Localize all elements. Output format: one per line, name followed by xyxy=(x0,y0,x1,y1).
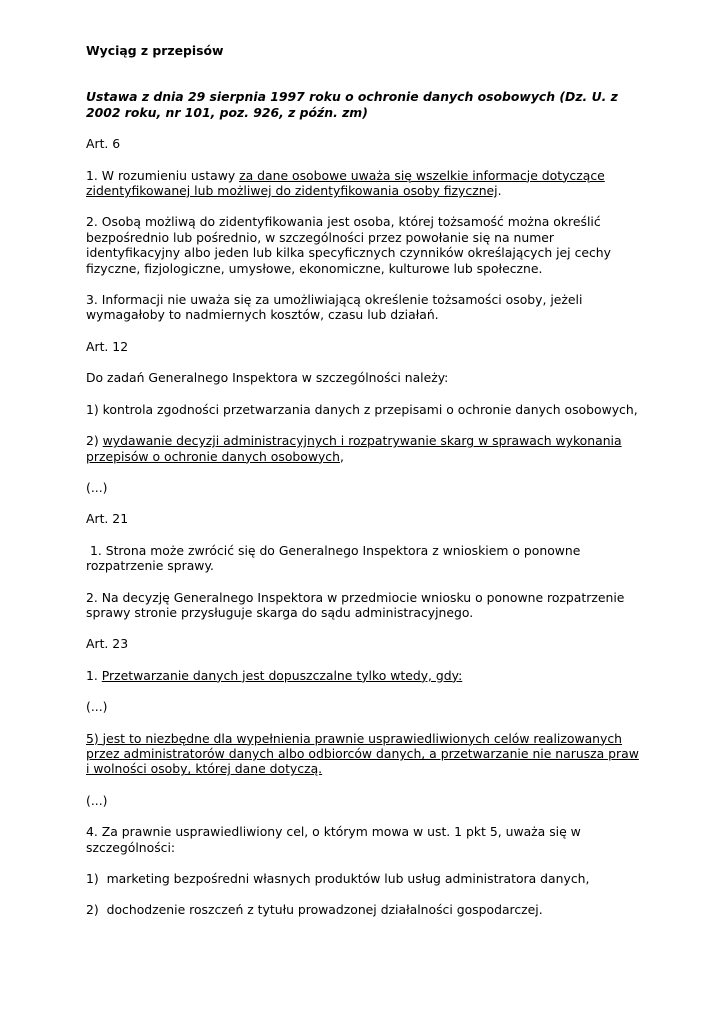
art23-label: Art. 23 xyxy=(86,636,129,652)
art12-intro: Do zadań Generalnego Inspektora w szczególności należy: xyxy=(86,370,449,386)
art23-p1-underlined: Przetwarzanie danych jest dopuszczalne tylko wtedy, gdy: xyxy=(101,667,463,683)
art23-ellipsis-2: (...) xyxy=(86,792,108,808)
art12-label: Art. 12 xyxy=(86,338,129,354)
art23-paragraph-1 xyxy=(86,668,642,683)
art23-p4-point-1: 1) marketing bezpośredni własnych produktów lub usług administratora danych, xyxy=(86,871,590,886)
art21-paragraph-1: 1. Strona może zwrócić się do Generalnego Inspektora z wnioskiem o ponowne rozpatrzenie sprawy. xyxy=(86,542,585,574)
personal-data-definition: za dane osobowe uważa się wszelkie informacje dotyczące zidentyfikowanej lub możliwej do zidentyfikowania osoby fizycznej xyxy=(86,167,605,199)
art23-p4-point-2: 2) dochodzenie roszczeń z tytułu prowadzonej działalności gospodarczej. xyxy=(86,902,543,918)
art12-point-2 xyxy=(86,433,642,464)
art21-label: Art. 21 xyxy=(86,511,129,527)
document-page xyxy=(86,43,642,918)
art12-p2-tail: , xyxy=(339,448,344,464)
art12-point-1: 1) kontrola zgodności przetwarzania danych z przepisami o ochronie danych osobowych, xyxy=(86,401,638,417)
art12-p2-lead: 2) xyxy=(86,433,103,449)
art6-paragraph-2: 2. Osobą możliwą do zidentyfikowania jest osoba, której tożsamość można określić bezpośrednio lub pośrednio, w szczególności przez powołanie się na numer identyfikacyjny albo jeden lub kilka specyficznych czynników określających jej cechy fizyczne, fizjologiczne, umysłowe, ekonomiczne, kulturowe lub społeczne. xyxy=(86,214,611,276)
art23-p1-lead: 1. xyxy=(86,667,102,683)
art23-ellipsis-1: (...) xyxy=(86,699,108,715)
art23-point-5: 5) jest to niezbędne dla wypełnienia prawnie usprawiedliwionych celów realizowanych przez administratorów danych albo odbiorców danych, a przetwarzanie nie narusza praw i wolności osoby, której dane dotyczą. xyxy=(86,730,639,777)
art6-p1-tail: . xyxy=(497,183,502,199)
art6-label: Art. 6 xyxy=(86,136,121,152)
art6-p1-lead: 1. W rozumieniu ustawy xyxy=(86,167,240,183)
art21-paragraph-2: 2. Na decyzję Generalnego Inspektora w przedmiocie wniosku o ponowne rozpatrzenie sprawy stronie przysługuje skarga do sądu administracyjnego. xyxy=(86,589,625,620)
act-title: Ustawa z dnia 29 sierpnia 1997 roku o ochronie danych osobowych (Dz. U. z 2002 roku, nr 101, poz. 926, z późn. zm) xyxy=(86,89,618,120)
art6-paragraph-3: 3. Informacji nie uważa się za umożliwiającą określenie tożsamości osoby, jeżeli wymagałoby to nadmiernych kosztów, czasu lub działań. xyxy=(86,292,583,323)
art23-paragraph-4: 4. Za prawnie usprawiedliwiony cel, o którym mowa w ust. 1 pkt 5, uważa się w szczególności: xyxy=(86,824,581,855)
art6-paragraph-1 xyxy=(86,168,642,199)
document-heading: Wyciąg z przepisów xyxy=(86,43,224,58)
art12-p2-underlined: wydawanie decyzji administracyjnych i rozpatrywanie skarg w sprawach wykonania przepisów o ochronie danych osobowych xyxy=(86,433,622,464)
art12-ellipsis: (...) xyxy=(86,479,108,495)
